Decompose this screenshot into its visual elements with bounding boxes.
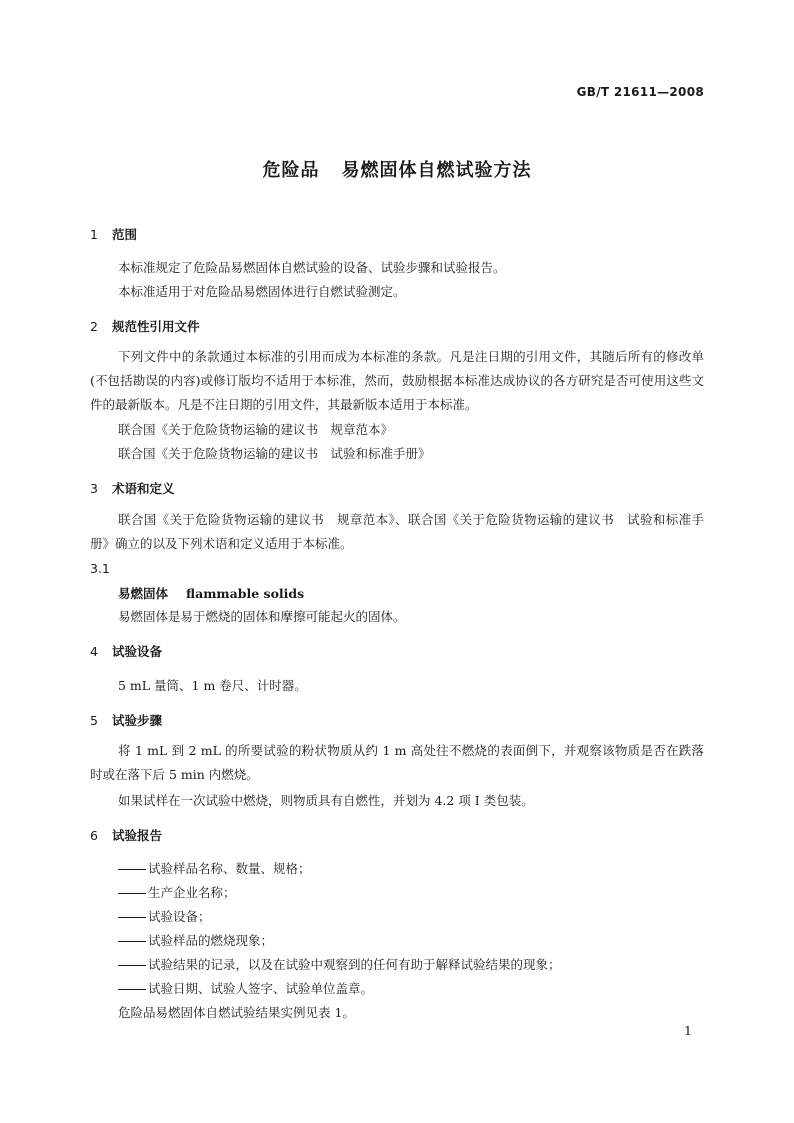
document-title: [0, 156, 794, 182]
section-number: 6: [90, 828, 98, 843]
section-title: 术语和定义: [112, 481, 175, 496]
s2-reference-2: 联合国《关于危险货物运输的建议书 试验和标准手册》: [118, 446, 431, 461]
list-item: [118, 931, 273, 949]
title-part2: 易燃固体自燃试验方法: [341, 160, 532, 181]
list-item-text: 试验结果的记录，以及在试验中观察到的任何有助于解释试验结果的现象；: [148, 957, 561, 972]
dash-marker: [118, 965, 146, 966]
list-item-text: 试验样品的燃烧现象；: [148, 933, 274, 948]
s4-paragraph-1: 5 mL 量筒、1 m 卷尺、计时器。: [118, 678, 307, 693]
s2-reference-1: 联合国《关于危险货物运输的建议书 规章范本》: [118, 422, 394, 437]
s2-paragraph-1: 下列文件中的条款通过本标准的引用而成为本标准的条款。凡是注日期的引用文件，其随后所有的修改单(不包括勘误的内容)或修订版均不适用于本标准，然而，鼓励根据本标准达成协议的各方研究是否可使用这些文件的最新版本。凡是不注日期的引用文件，其最新版本适用于本标准。: [90, 349, 704, 412]
section-title: 试验报告: [112, 828, 163, 843]
term-chinese: 易燃固体: [118, 586, 169, 601]
s3-paragraph-1: 联合国《关于危险货物运输的建议书 规章范本》、联合国《关于危险货物运输的建议书 试验和标准手册》确立的以及下列术语和定义适用于本标准。: [90, 512, 704, 551]
section-number: 3: [90, 481, 98, 496]
section-4-heading: [90, 642, 162, 660]
list-item: [118, 859, 311, 877]
s1-paragraph-1: 本标准规定了危险品易燃固体自燃试验的设备、试验步骤和试验报告。: [118, 260, 506, 275]
section-title: 试验步骤: [112, 713, 163, 728]
term-english: flammable solids: [186, 586, 305, 601]
section-3-heading: [90, 479, 175, 497]
page-number: 1: [684, 1023, 692, 1038]
list-item-text: 生产企业名称；: [148, 885, 236, 900]
list-item: [118, 955, 561, 973]
dash-marker: [118, 869, 146, 870]
section-5-heading: [90, 711, 162, 729]
section-title: 范围: [112, 227, 138, 242]
title-part1: 危险品: [262, 160, 320, 181]
list-item-text: 试验样品名称、数量、规格；: [148, 861, 311, 876]
term-entry: [118, 584, 304, 602]
list-item-text: 试验日期、试验人签字、试验单位盖章。: [148, 981, 374, 996]
s5-paragraph-2: 如果试样在一次试验中燃烧，则物质具有自燃性，并划为 4.2 项 Ⅰ 类包装。: [118, 793, 534, 808]
section-2-heading: [90, 317, 200, 335]
standard-code: GB/T 21611—2008: [576, 85, 704, 99]
subsection-number: 3.1: [90, 561, 110, 576]
list-item-text: 试验设备；: [148, 909, 211, 924]
dash-marker: [118, 893, 146, 894]
section-number: 2: [90, 319, 98, 334]
section-number: 5: [90, 713, 98, 728]
list-item: [118, 883, 236, 901]
s6-closing: 危险品易燃固体自燃试验结果实例见表 1。: [118, 1005, 355, 1020]
s1-paragraph-2: 本标准适用于对危险品易燃固体进行自燃试验测定。: [118, 284, 406, 299]
dash-marker: [118, 989, 146, 990]
term-definition: 易燃固体是易于燃烧的固体和摩擦可能起火的固体。: [118, 609, 406, 624]
section-number: 4: [90, 644, 98, 659]
section-title: 试验设备: [112, 644, 163, 659]
section-6-heading: [90, 826, 162, 844]
section-1-heading: [90, 225, 137, 243]
list-item: [118, 979, 373, 997]
dash-marker: [118, 917, 146, 918]
list-item: [118, 907, 211, 925]
dash-marker: [118, 941, 146, 942]
section-title: 规范性引用文件: [112, 319, 200, 334]
s5-paragraph-1: 将 1 mL 到 2 mL 的所要试验的粉状物质从约 1 m 高处往不燃烧的表面倒下，并观察该物质是否在跌落时或在落下后 5 min 内燃烧。: [90, 743, 704, 782]
section-number: 1: [90, 227, 98, 242]
